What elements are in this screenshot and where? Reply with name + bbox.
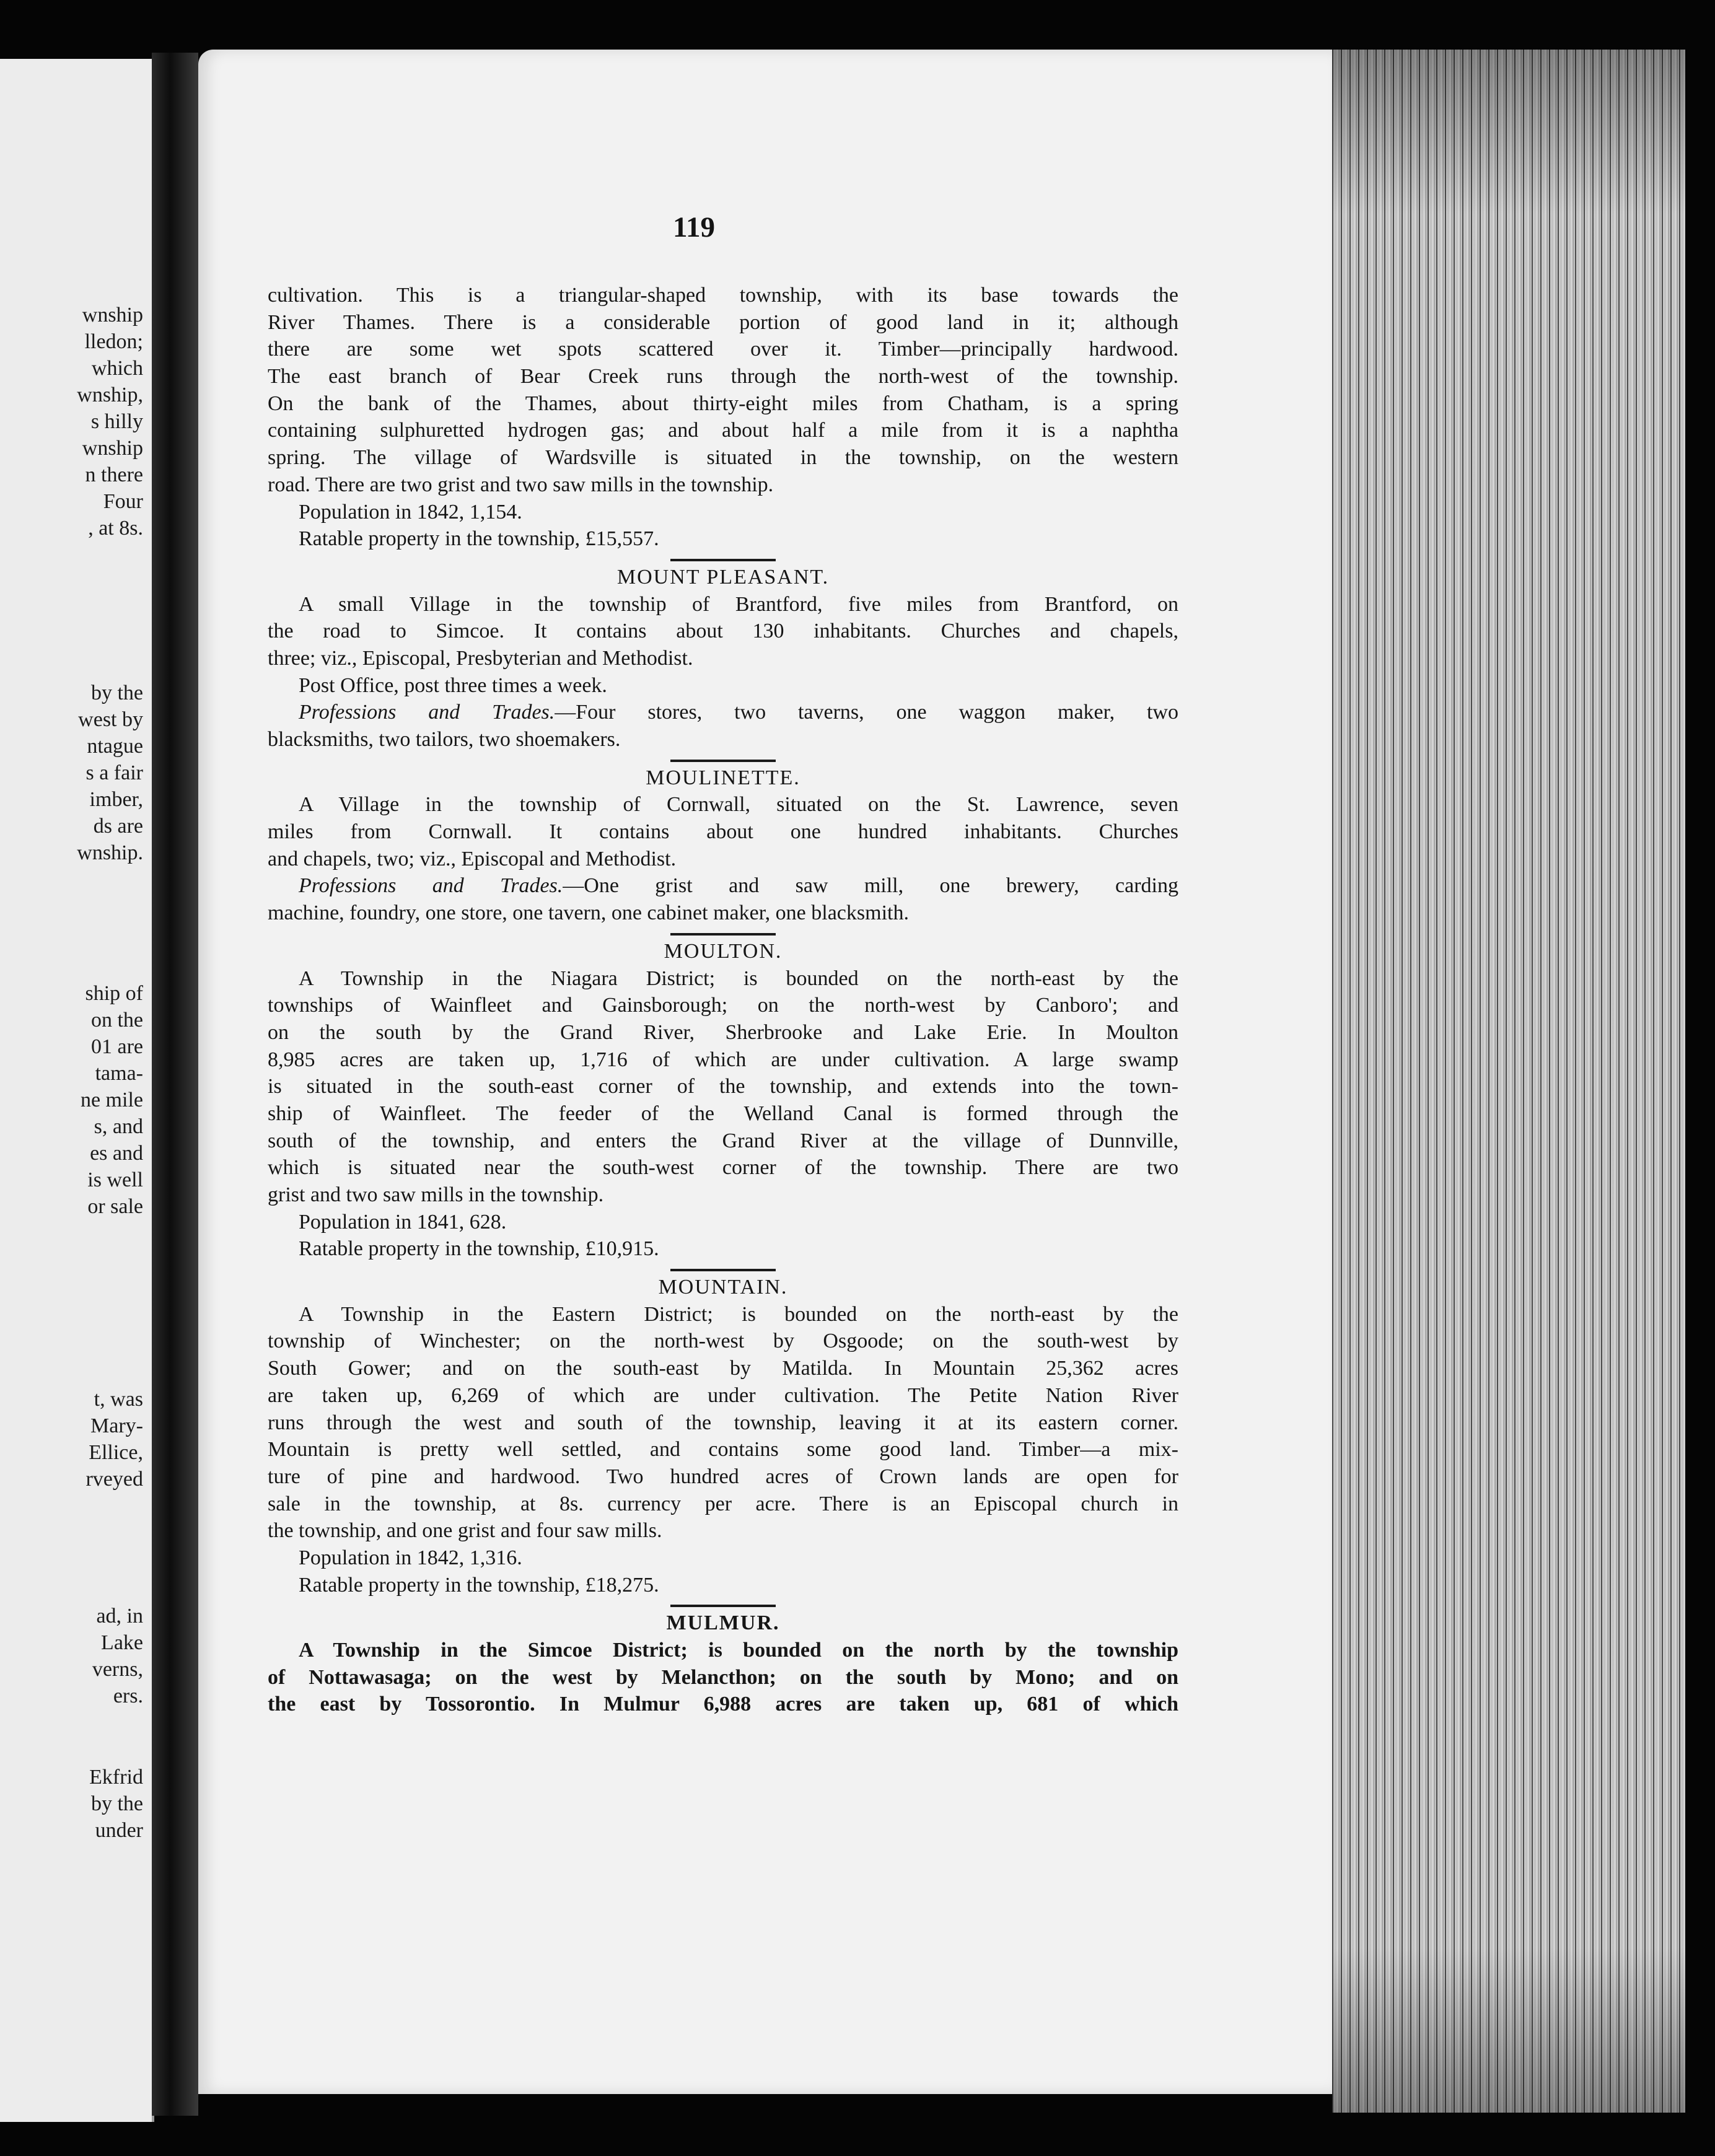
facing-page-line: on the — [90, 1009, 143, 1032]
entry-moulton — [268, 938, 1178, 1263]
text-line: the road to Simcoe. It contains about 130 inhabitants. Churches and chapels, — [268, 620, 1178, 643]
facing-page-line: es and — [90, 1142, 143, 1165]
text-line: A small Village in the township of Brantford, five miles from Brantford, on — [299, 592, 1178, 616]
trades-text: —One grist and saw mill, one brewery, carding — [563, 874, 1178, 898]
trades-text: —Four stores, two taverns, one waggon maker, two — [555, 701, 1178, 724]
facing-page-line: t, was — [94, 1388, 143, 1411]
page-edges-shading — [1332, 50, 1685, 2113]
entry-mount-pleasant — [268, 564, 1178, 753]
facing-page-line: Four — [103, 490, 143, 513]
facing-page-line: which — [91, 357, 143, 380]
text-line: Mountain is pretty well settled, and contains some good land. Timber—a mix- — [268, 1438, 1178, 1461]
facing-page-line: is well — [87, 1168, 143, 1191]
facing-page-line: wnship — [82, 304, 143, 326]
facing-page-line: wnship — [82, 437, 143, 460]
entry-moulinette — [268, 765, 1178, 927]
text-line: River Thames. There is a considerable portion of good land in it; although — [268, 310, 1178, 334]
text-line: township of Winchester; on the north-west by Osgoode; on the south-west by — [268, 1330, 1178, 1353]
text-line: townships of Wainfleet and Gainsborough; on the north-west by Canboro'; and — [268, 994, 1178, 1017]
facing-page-line: Mary- — [90, 1414, 143, 1437]
facing-page-line: Lake — [101, 1631, 143, 1654]
facing-page-line: imber, — [89, 788, 143, 811]
property-line: Ratable property in the township, £10,915. — [299, 1237, 659, 1261]
facing-page-line: lledon; — [84, 330, 143, 353]
facing-page-line: ntague — [87, 735, 143, 758]
text-line: A Township in the Simcoe District; is bounded on the north by the township — [299, 1639, 1178, 1662]
text-line: three; viz., Episcopal, Presbyterian and Methodist. — [268, 646, 693, 670]
post-office-line: Post Office, post three times a week. — [299, 673, 607, 697]
text-line: machine, foundry, one store, one tavern, one cabinet maker, one blacksmith. — [268, 901, 909, 925]
facing-page-line: ad, in — [96, 1605, 143, 1628]
facing-page-line: ds are — [93, 815, 143, 838]
property-line: Ratable property in the township, £15,557. — [299, 527, 659, 551]
text-line: miles from Cornwall. It contains about one hundred inhabitants. Churches — [268, 820, 1178, 844]
trades-line — [268, 699, 1178, 726]
entry-heading: MOULTON. — [664, 939, 783, 963]
intro-paragraph — [268, 282, 1178, 553]
facing-page-line: s hilly — [90, 410, 143, 433]
facing-page-line: by the — [90, 681, 143, 704]
text-line: runs through the west and south of the township, leaving it at its eastern corner. — [268, 1411, 1178, 1434]
facing-page-line: by the — [90, 1792, 143, 1815]
trades-label: Professions and Trades. — [299, 874, 563, 898]
section-divider — [670, 559, 776, 561]
facing-page-line: wnship. — [77, 841, 143, 864]
entry-mulmur — [268, 1610, 1178, 1718]
facing-page-line: s, and — [94, 1115, 143, 1138]
population-line: Population in 1841, 628. — [299, 1210, 507, 1234]
section-divider — [670, 933, 776, 936]
text-line: On the bank of the Thames, about thirty-eight miles from Chatham, is a spring — [268, 392, 1178, 415]
trades-label: Professions and Trades. — [299, 701, 555, 724]
text-line: ture of pine and hardwood. Two hundred acres of Crown lands are open for — [268, 1465, 1178, 1488]
facing-page-line: ers. — [113, 1685, 143, 1707]
text-line: blacksmiths, two tailors, two shoemakers. — [268, 728, 621, 751]
facing-page-line: under — [95, 1819, 143, 1842]
text-line: on the south by the Grand River, Sherbrooke and Lake Erie. In Moulton — [268, 1020, 1178, 1044]
text-line: cultivation. This is a triangular-shaped township, with its base towards the — [268, 284, 1178, 307]
facing-page-line: west by — [78, 708, 143, 731]
section-divider — [670, 760, 776, 762]
text-line: the east by Tossorontio. In Mulmur 6,988 acres are taken up, 681 of which — [268, 1693, 1178, 1716]
facing-page-line: Ellice, — [89, 1441, 143, 1464]
book-gutter — [152, 53, 198, 2116]
facing-page-line: ship of — [85, 982, 143, 1005]
text-line: South Gower; and on the south-east by Matilda. In Mountain 25,362 acres — [268, 1357, 1178, 1380]
text-line: is situated in the south-east corner of the township, and extends into the town- — [268, 1075, 1178, 1098]
text-line: spring. The village of Wardsville is situated in the township, on the western — [268, 446, 1178, 470]
facing-page-line: s a fair — [86, 761, 143, 784]
facing-page-line: or sale — [87, 1195, 143, 1218]
text-line: A Township in the Eastern District; is bounded on the north-east by the — [299, 1302, 1178, 1326]
text-line: of Nottawasaga; on the west by Melancthon; on the south by Mono; and on — [268, 1665, 1178, 1689]
text-line: 8,985 acres are taken up, 1,716 of which are under cultivation. A large swamp — [268, 1048, 1178, 1071]
trades-line — [268, 872, 1178, 900]
property-line: Ratable property in the township, £18,275. — [299, 1573, 659, 1597]
facing-page-line: Ekfrid — [89, 1766, 143, 1789]
facing-page-line: tama- — [95, 1062, 143, 1085]
facing-page-line: verns, — [92, 1658, 143, 1681]
facing-page-line: wnship, — [77, 383, 143, 406]
entry-heading: MOUNTAIN. — [658, 1276, 788, 1299]
text-line: grist and two saw mills in the township. — [268, 1183, 604, 1206]
page-number: 119 — [673, 211, 715, 243]
text-line: A Village in the township of Cornwall, situated on the St. Lawrence, seven — [299, 793, 1178, 817]
entry-heading: MULMUR. — [666, 1611, 780, 1635]
text-line: there are some wet spots scattered over it. Timber—principally hardwood. — [268, 338, 1178, 361]
entry-heading: MOULINETTE. — [646, 766, 800, 789]
text-line: ship of Wainfleet. The feeder of the Welland Canal is formed through the — [268, 1102, 1178, 1125]
text-line: sale in the township, at 8s. currency per acre. There is an Episcopal church in — [268, 1492, 1178, 1515]
text-line: which is situated near the south-west corner of the township. There are two — [268, 1156, 1178, 1180]
text-line: the township, and one grist and four saw mills. — [268, 1519, 662, 1543]
facing-page-line: n there — [85, 463, 143, 486]
text-line: road. There are two grist and two saw mills in the township. — [268, 473, 774, 496]
facing-page-fragment — [0, 59, 154, 2122]
population-line: Population in 1842, 1,316. — [299, 1546, 522, 1569]
facing-page-line: 01 are — [90, 1035, 143, 1058]
population-line: Population in 1842, 1,154. — [299, 500, 522, 524]
page-text — [268, 282, 1178, 1718]
text-line: are taken up, 6,269 of which are under cultivation. The Petite Nation River — [268, 1383, 1178, 1407]
text-line: and chapels, two; viz., Episcopal and Methodist. — [268, 847, 677, 870]
facing-page-line: ne mile — [80, 1089, 143, 1111]
entry-mountain — [268, 1274, 1178, 1598]
text-line: The east branch of Bear Creek runs through the north-west of the township. — [268, 365, 1178, 388]
facing-page-line: rveyed — [86, 1468, 143, 1491]
section-divider — [670, 1605, 776, 1607]
text-line: containing sulphuretted hydrogen gas; and about half a mile from it is a naphtha — [268, 419, 1178, 442]
text-line: south of the township, and enters the Grand River at the village of Dunnville, — [268, 1129, 1178, 1152]
text-line: A Township in the Niagara District; is bounded on the north-east by the — [299, 966, 1178, 990]
facing-page-line: , at 8s. — [88, 517, 143, 540]
entry-heading: MOUNT PLEASANT. — [616, 565, 830, 589]
section-divider — [670, 1269, 776, 1271]
